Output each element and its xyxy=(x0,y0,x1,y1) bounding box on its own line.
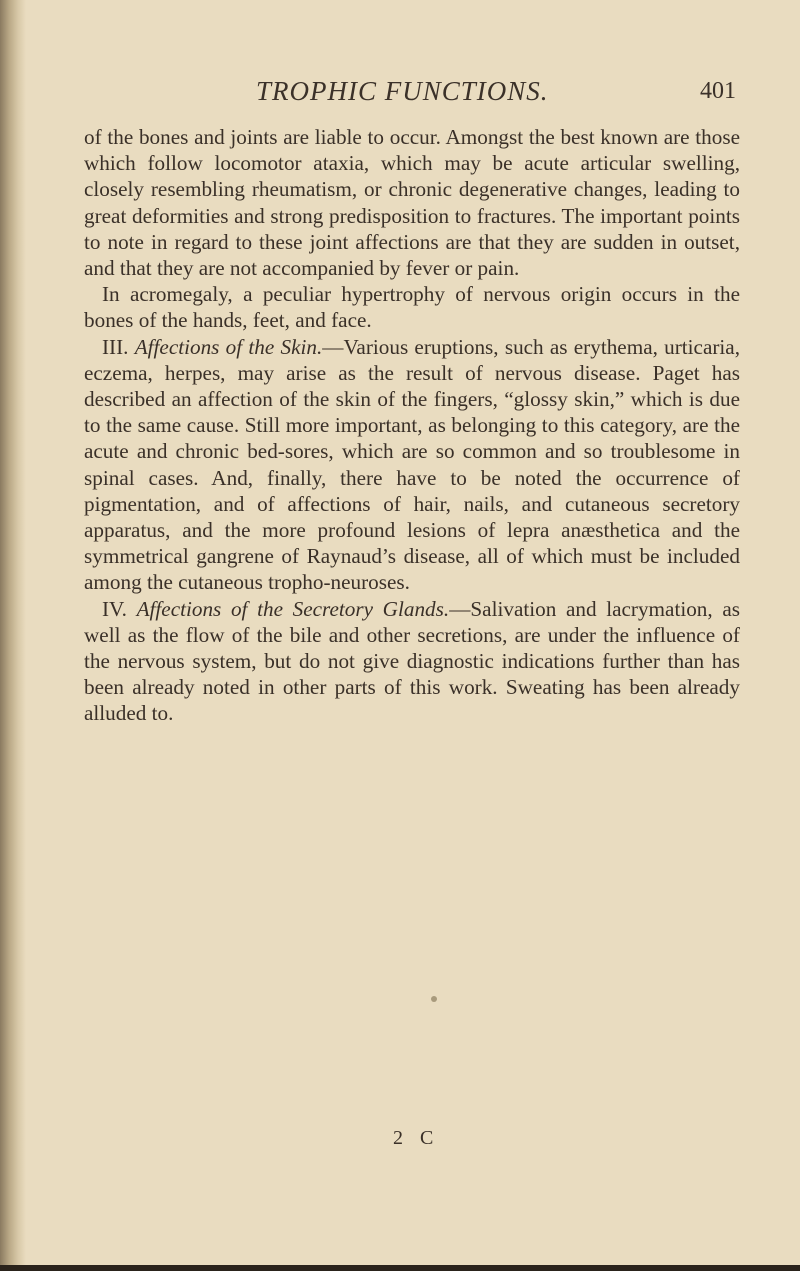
body-text xyxy=(84,124,740,727)
section-numeral: III. xyxy=(102,334,129,359)
running-title: TROPHIC FUNCTIONS. xyxy=(256,76,549,106)
page-number: 401 xyxy=(700,78,736,104)
paragraph-secretory-glands xyxy=(84,596,740,727)
paragraph-text: —Salivation and lacrymation, as well as the flow of the bile and other secretions, are under the influence of the nervous system, but do not give diagnostic indications further than has been already noted in other parts of this work. Sweating has been already alluded to. xyxy=(84,596,740,726)
paragraph-text: In acromegaly, a peculiar hypertrophy of nervous origin occurs in the bones of the hands, feet, and face. xyxy=(84,282,740,333)
paragraph-acromegaly xyxy=(84,281,740,333)
signature-mark: 2 C xyxy=(393,1127,440,1149)
paragraph-text: —Various eruptions, such as erythema, urticaria, eczema, herpes, may arise as the result of nervous disease. Paget has described an affection of the skin of the fingers, “glossy skin,” which is due to the same cause. Still more important, as belonging to this category, are the acute and chronic bed-sores, which are so common and so troublesome in spinal cases. And, finally, there have to be noted the occurrence of pigmentation, and of affections of hair, nails, and cutaneous secretory apparatus, and the more profound lesions of lepra anæsthetica and the symmetrical gangrene of Raynaud’s disease, all of which must be included among the cutaneous tropho-neuroses. xyxy=(84,334,740,595)
section-numeral: IV. xyxy=(102,596,127,621)
running-head xyxy=(84,76,740,110)
paragraph-text: of the bones and joints are liable to occur. Amongst the best known are those which follow locomotor ataxia, which may be acute articular swelling, closely resembling rheumatism, or chronic degenerative changes, leading to great deformities and strong predisposition to fractures. The important points to note in regard to these joint affections are that they are sudden in outset, and that they are not accompanied by fever or pain. xyxy=(84,125,740,281)
spine-shadow xyxy=(0,0,26,1271)
page-bottom-edge xyxy=(0,1265,800,1271)
section-heading: Affections of the Skin. xyxy=(134,334,323,359)
ink-speck xyxy=(431,996,437,1002)
section-heading: Affections of the Secretory Glands. xyxy=(136,596,450,621)
paragraph-skin-affections xyxy=(84,334,740,596)
paragraph-bones-joints xyxy=(84,124,740,281)
